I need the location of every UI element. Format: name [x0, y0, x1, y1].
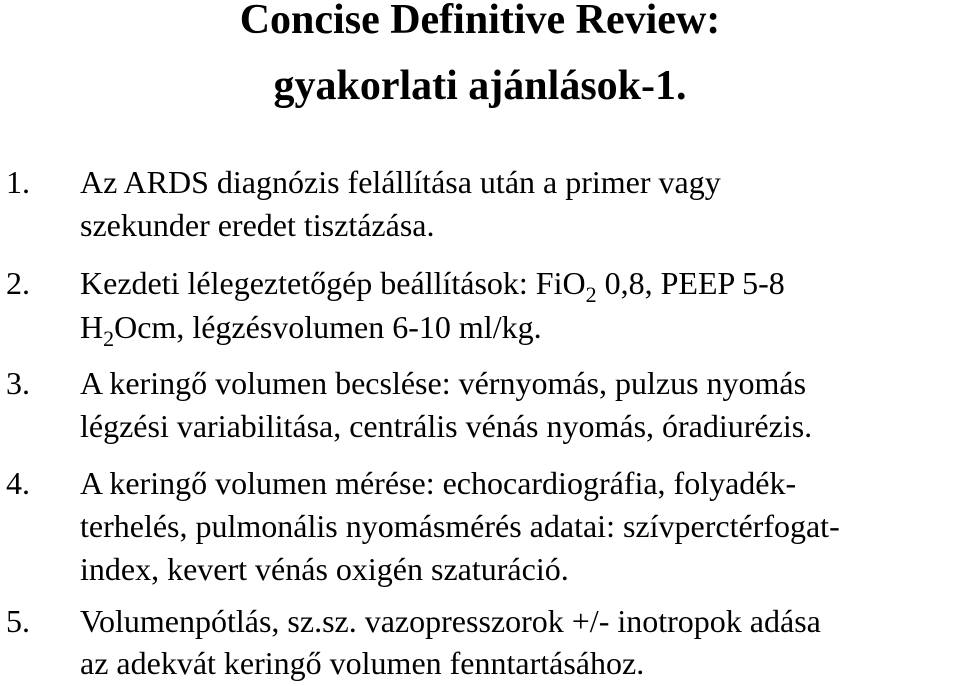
list-item-text-line: Volumenpótlás, sz.sz. vazopresszorok +/- inotropok adása — [80, 603, 821, 639]
list-item-text-line: légzési variabilitása, centrális vénás nyomás, óradiurézis. — [80, 408, 813, 444]
text-fragment: 0,8, PEEP 5-8 — [596, 265, 785, 301]
text-fragment: Kezdeti lélegeztetőgép beállítások: FiO — [80, 265, 586, 301]
list-item-number: 5. — [6, 603, 30, 639]
slide-title-line-2: gyakorlati ajánlások-1. — [273, 63, 687, 109]
list-item-text-line: terhelés, pulmonális nyomásmérés adatai: szívperctérfogat- — [80, 508, 840, 544]
list-item-text-line: index, kevert vénás oxigén szaturáció. — [80, 551, 569, 587]
text-fragment: Ocm, légzésvolumen 6-10 ml/kg. — [114, 309, 542, 345]
list-item-number: 1. — [6, 164, 30, 200]
list-item-text-line: az adekvát keringő volumen fenntartásához. — [80, 645, 645, 681]
list-item-text-line: A keringő volumen mérése: echocardiográfia, folyadék- — [80, 465, 797, 501]
list-item-text-line — [80, 307, 542, 351]
list-item-text-line: A keringő volumen becslése: vérnyomás, pulzus nyomás — [80, 365, 807, 401]
slide-title-line-1: Concise Definitive Review: — [239, 0, 721, 43]
list-item-text-line — [80, 263, 785, 307]
list-item-number: 2. — [6, 265, 30, 301]
text-fragment: H — [80, 309, 104, 345]
list-item-number: 3. — [6, 365, 30, 401]
list-item-number: 4. — [6, 465, 30, 501]
list-item-text-line: Az ARDS diagnózis felállítása után a primer vagy — [80, 164, 721, 200]
list-item-text-line: szekunder eredet tisztázása. — [80, 207, 435, 243]
subscript: 2 — [585, 282, 597, 307]
subscript: 2 — [103, 326, 115, 351]
